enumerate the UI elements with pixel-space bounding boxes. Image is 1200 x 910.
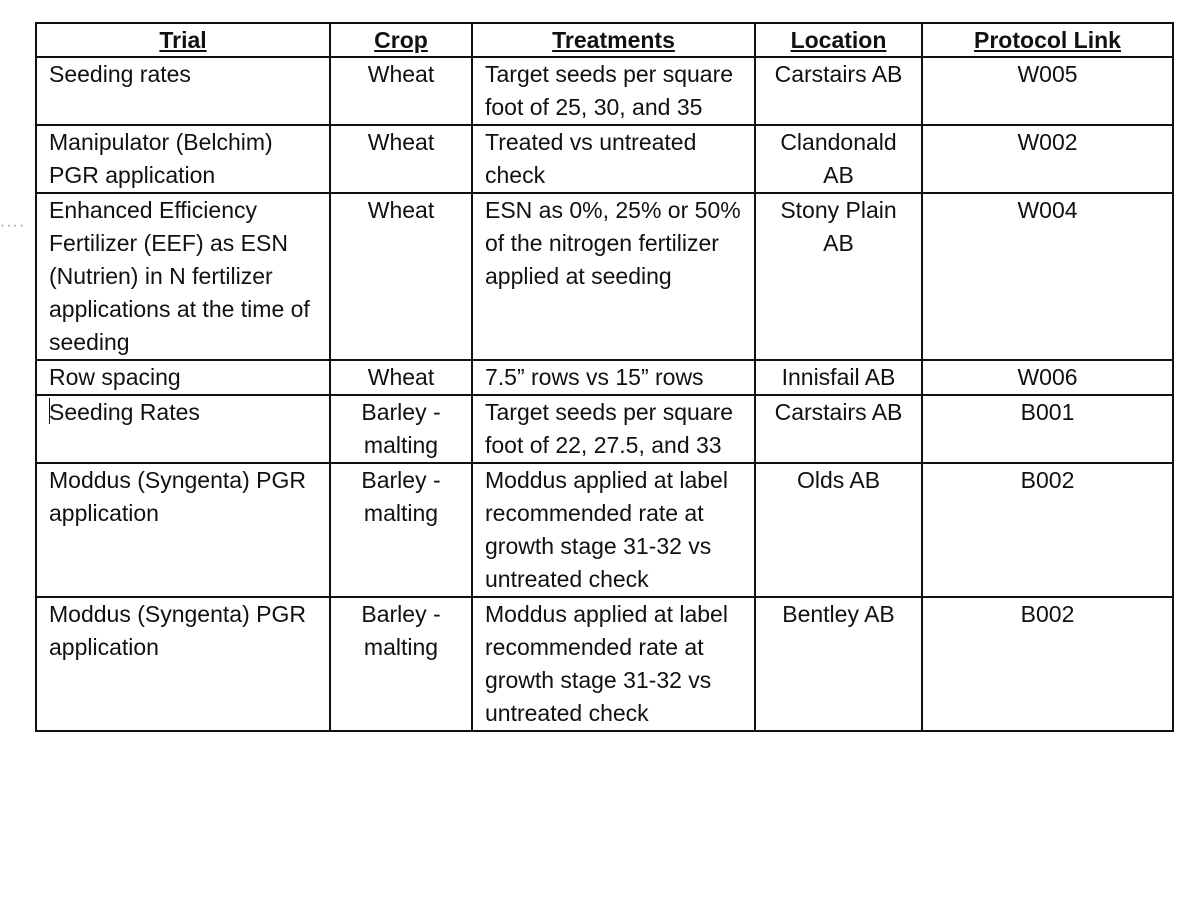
cell-crop: Barley - malting xyxy=(330,395,472,463)
header-crop: Crop xyxy=(330,23,472,57)
cell-trial-text: Seeding Rates xyxy=(49,399,200,425)
header-protocol-link: Protocol Link xyxy=(922,23,1173,57)
trials-table xyxy=(35,22,1174,732)
table-row xyxy=(36,463,1173,597)
cell-crop: Wheat xyxy=(330,193,472,360)
cell-location: Clandonald AB xyxy=(755,125,922,193)
header-row xyxy=(36,23,1173,57)
cell-crop: Wheat xyxy=(330,125,472,193)
cell-treatments: Moddus applied at label recommended rate at growth stage 31-32 vs untreated check xyxy=(472,597,755,731)
cell-treatments: 7.5” rows vs 15” rows xyxy=(472,360,755,395)
cell-trial: Moddus (Syngenta) PGR application xyxy=(36,463,330,597)
cell-protocol-link[interactable]: W005 xyxy=(922,57,1173,125)
cell-trial: Seeding rates xyxy=(36,57,330,125)
cell-treatments: ESN as 0%, 25% or 50% of the nitrogen fertilizer applied at seeding xyxy=(472,193,755,360)
cell-crop: Barley - malting xyxy=(330,463,472,597)
cell-trial[interactable] xyxy=(36,395,330,463)
cell-location: Olds AB xyxy=(755,463,922,597)
table-row xyxy=(36,395,1173,463)
cell-trial: Enhanced Efficiency Fertilizer (EEF) as ESN (Nutrien) in N fertilizer applications at the time of seeding xyxy=(36,193,330,360)
header-location: Location xyxy=(755,23,922,57)
cell-protocol-link[interactable]: B002 xyxy=(922,597,1173,731)
header-trial: Trial xyxy=(36,23,330,57)
cell-location: Innisfail AB xyxy=(755,360,922,395)
table-row xyxy=(36,597,1173,731)
table-row xyxy=(36,125,1173,193)
cell-treatments: Treated vs untreated check xyxy=(472,125,755,193)
cell-trial: Row spacing xyxy=(36,360,330,395)
header-treatments: Treatments xyxy=(472,23,755,57)
cell-location: Bentley AB xyxy=(755,597,922,731)
cell-crop: Wheat xyxy=(330,57,472,125)
cell-crop: Wheat xyxy=(330,360,472,395)
cell-protocol-link[interactable]: W004 xyxy=(922,193,1173,360)
cell-protocol-link[interactable]: W002 xyxy=(922,125,1173,193)
cell-trial: Moddus (Syngenta) PGR application xyxy=(36,597,330,731)
cell-protocol-link[interactable]: B002 xyxy=(922,463,1173,597)
table-row xyxy=(36,57,1173,125)
cell-protocol-link[interactable]: W006 xyxy=(922,360,1173,395)
cell-location: Stony Plain AB xyxy=(755,193,922,360)
cell-protocol-link[interactable]: B001 xyxy=(922,395,1173,463)
cell-treatments: Target seeds per square foot of 22, 27.5, and 33 xyxy=(472,395,755,463)
cell-crop: Barley - malting xyxy=(330,597,472,731)
cell-location: Carstairs AB xyxy=(755,57,922,125)
margin-dots: ···· xyxy=(0,217,26,234)
table-row xyxy=(36,193,1173,360)
cell-treatments: Moddus applied at label recommended rate at growth stage 31-32 vs untreated check xyxy=(472,463,755,597)
cell-treatments: Target seeds per square foot of 25, 30, and 35 xyxy=(472,57,755,125)
cell-trial: Manipulator (Belchim) PGR application xyxy=(36,125,330,193)
cell-location: Carstairs AB xyxy=(755,395,922,463)
table-row xyxy=(36,360,1173,395)
